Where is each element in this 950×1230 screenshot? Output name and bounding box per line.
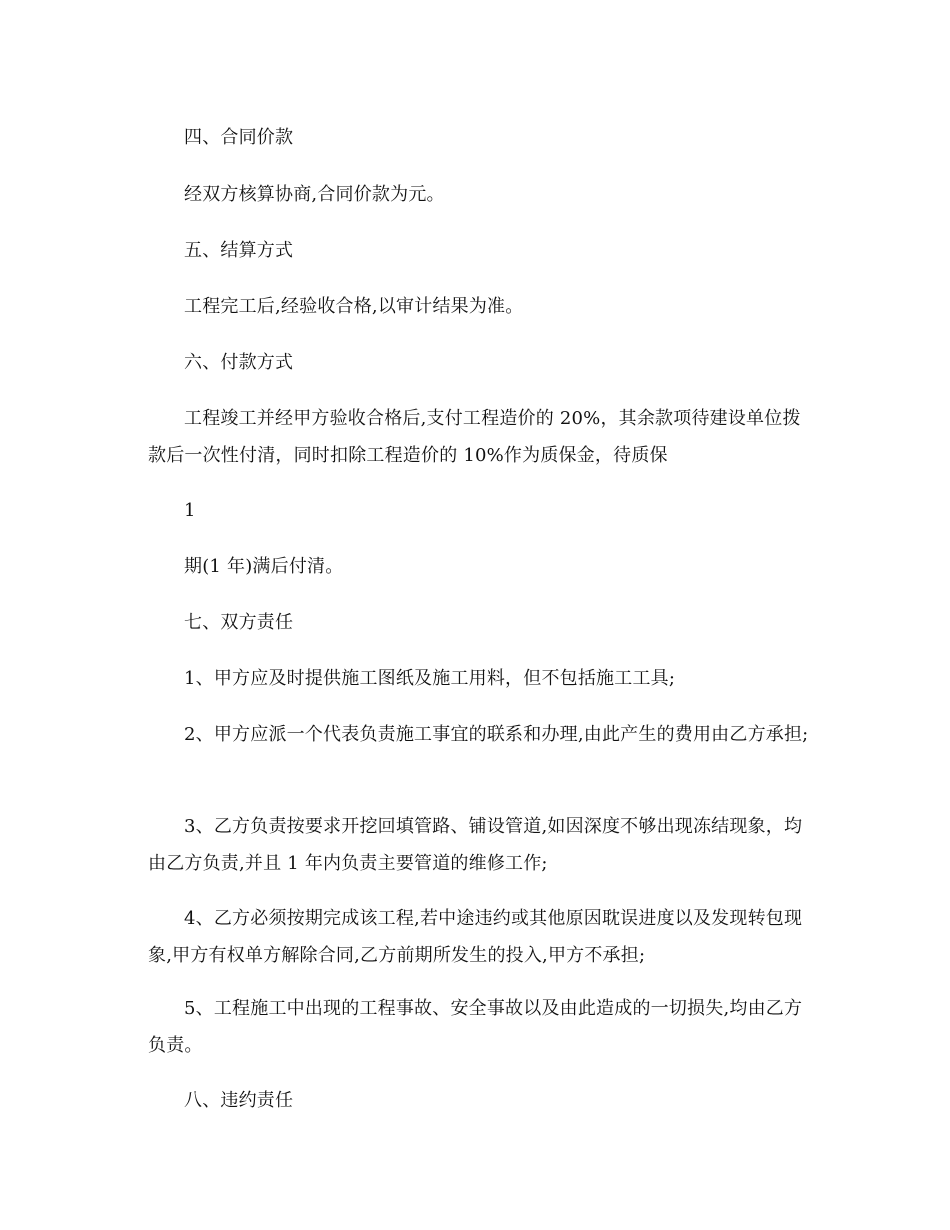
list-item-responsibility-3: 3、乙方负责按要求开挖回填管路、铺设管道,如因深度不够出现冻结现象，均由乙方负责,并且 1 年内负责主要管道的维修工作; xyxy=(148,816,803,874)
list-item-responsibility-5: 5、工程施工中出现的工程事故、安全事故以及由此造成的一切损失,均由乙方负责。 xyxy=(148,998,803,1056)
section-heading-settlement: 五、结算方式 xyxy=(184,240,294,261)
list-item-responsibility-4: 4、乙方必须按期完成该工程,若中途违约或其他原因耽误进度以及发现转包现象,甲方有权单方解除合同,乙方前期所发生的投入,甲方不承担; xyxy=(148,908,803,966)
section-heading-liability: 八、违约责任 xyxy=(184,1090,294,1111)
section-heading-payment: 六、付款方式 xyxy=(184,352,294,373)
section-heading-responsibilities: 七、双方责任 xyxy=(184,612,294,633)
list-item-responsibility-2: 2、甲方应派一个代表负责施工事宜的联系和办理,由此产生的费用由乙方承担; xyxy=(184,724,809,745)
paragraph-settlement: 工程完工后,经验收合格,以审计结果为准。 xyxy=(184,296,524,317)
list-item-responsibility-1: 1、甲方应及时提供施工图纸及施工用料，但不包括施工工具; xyxy=(184,668,676,689)
paragraph-payment-continued: 期(1 年)满后付清。 xyxy=(184,556,344,577)
paragraph-contract-price: 经双方核算协商,合同价款为元。 xyxy=(184,184,445,205)
page-number: 1 xyxy=(184,500,196,521)
paragraph-payment: 工程竣工并经甲方验收合格后,支付工程造价的 20%，其余款项待建设单位拨款后一次性付清，同时扣除工程造价的 10%作为质保金，待质保 xyxy=(148,408,801,466)
section-heading-contract-price: 四、合同价款 xyxy=(184,127,294,148)
